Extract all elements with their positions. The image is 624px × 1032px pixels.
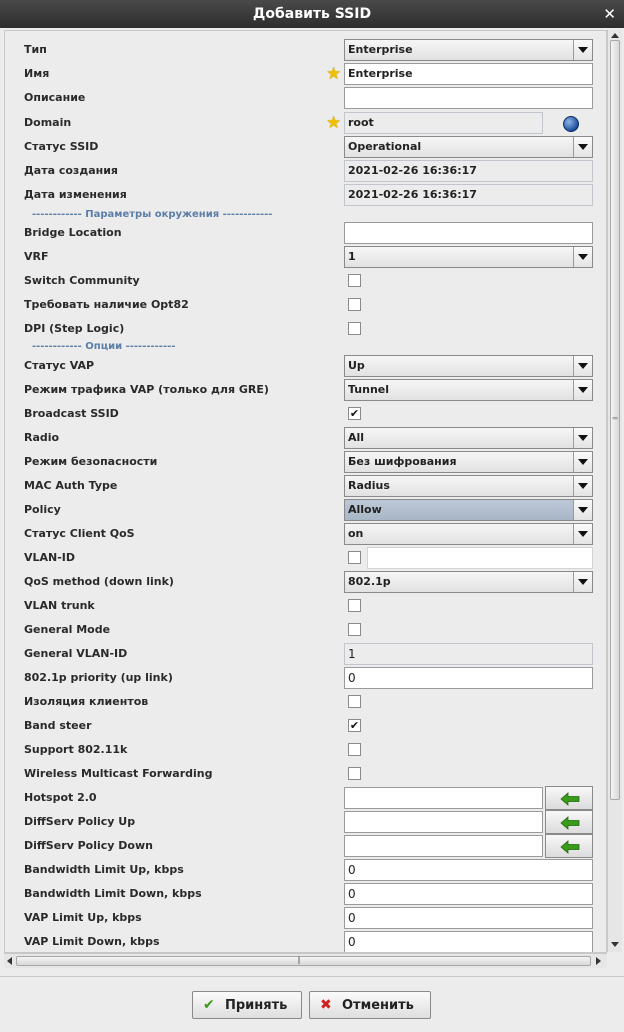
vap-traffic-mode-select[interactable]: Tunnel xyxy=(344,379,593,401)
row-name xyxy=(5,62,605,86)
priority-up-input[interactable]: 0 xyxy=(344,667,593,689)
star-icon: ★ xyxy=(326,113,342,133)
row-bw-limit-up xyxy=(5,858,605,882)
row-security-mode xyxy=(5,450,605,474)
diffserv-down-input[interactable] xyxy=(344,835,543,857)
row-mac-auth-type xyxy=(5,474,605,498)
row-qos-method xyxy=(5,570,605,594)
title-bar xyxy=(0,0,624,28)
row-wireless-multicast xyxy=(5,762,605,786)
bw-limit-down-label: Bandwidth Limit Down, kbps xyxy=(24,887,202,900)
row-type xyxy=(5,38,605,62)
general-mode-checkbox[interactable] xyxy=(348,623,361,636)
hotspot20-select-button[interactable] xyxy=(545,786,593,810)
description-input[interactable] xyxy=(344,87,593,109)
star-icon: ★ xyxy=(326,64,342,84)
dpi-checkbox[interactable] xyxy=(348,322,361,335)
chevron-down-icon xyxy=(573,476,592,496)
name-label: Имя xyxy=(24,67,50,80)
radio-select[interactable]: All xyxy=(344,427,593,449)
domain-label: Domain xyxy=(24,116,72,129)
grip-icon: ‖ xyxy=(297,955,301,964)
section-header-environment: ------------ Параметры окружения ------------ xyxy=(32,209,273,220)
policy-label: Policy xyxy=(24,503,61,516)
radio-label: Radio xyxy=(24,431,60,444)
support-80211k-checkbox[interactable] xyxy=(348,743,361,756)
vap-limit-down-input[interactable]: 0 xyxy=(344,931,593,953)
row-diffserv-up xyxy=(5,810,605,834)
row-general-vlan-id xyxy=(5,642,605,666)
accept-button[interactable]: ✔ Принять xyxy=(192,991,302,1019)
client-qos-status-select[interactable]: on xyxy=(344,523,593,545)
general-mode-label: General Mode xyxy=(24,623,111,636)
vap-status-select[interactable]: Up xyxy=(344,355,593,377)
broadcast-ssid-label: Broadcast SSID xyxy=(24,407,119,420)
client-qos-status-label: Статус Client QoS xyxy=(24,527,135,540)
created-label: Дата создания xyxy=(24,164,118,177)
band-steer-label: Band steer xyxy=(24,719,92,732)
row-priority-up xyxy=(5,666,605,690)
row-policy xyxy=(5,498,605,522)
wireless-multicast-label: Wireless Multicast Forwarding xyxy=(24,767,213,780)
row-client-qos-status xyxy=(5,522,605,546)
row-vrf xyxy=(5,245,605,269)
modified-field: 2021-02-26 16:36:17 xyxy=(344,184,593,206)
horizontal-scroll-thumb[interactable] xyxy=(16,956,591,966)
dpi-label: DPI (Step Logic) xyxy=(24,322,125,335)
cancel-button[interactable]: ✖ Отменить xyxy=(309,991,431,1019)
wireless-multicast-checkbox[interactable] xyxy=(348,767,361,780)
vap-limit-up-label: VAP Limit Up, kbps xyxy=(24,911,142,924)
row-vap-status xyxy=(5,354,605,378)
vlan-id-label: VLAN-ID xyxy=(24,551,76,564)
diffserv-down-select-button[interactable] xyxy=(545,834,593,858)
chevron-down-icon xyxy=(573,247,592,267)
hotspot20-input[interactable] xyxy=(344,787,543,809)
scroll-down-icon[interactable] xyxy=(611,942,619,947)
cross-icon: ✖ xyxy=(320,997,332,1013)
bridge-location-input[interactable] xyxy=(344,222,593,244)
client-isolation-checkbox[interactable] xyxy=(348,695,361,708)
vlan-id-checkbox[interactable] xyxy=(348,551,361,564)
row-require-opt82 xyxy=(5,293,605,317)
row-client-isolation xyxy=(5,690,605,714)
diffserv-up-input[interactable] xyxy=(344,811,543,833)
client-isolation-label: Изоляция клиентов xyxy=(24,695,149,708)
switch-community-label: Switch Community xyxy=(24,274,140,287)
close-icon[interactable]: ✕ xyxy=(603,5,616,23)
section-header-options: ------------ Опции ------------ xyxy=(32,341,176,352)
row-switch-community xyxy=(5,269,605,293)
chevron-down-icon xyxy=(573,500,592,520)
chevron-down-icon xyxy=(573,380,592,400)
row-bw-limit-down xyxy=(5,882,605,906)
row-created xyxy=(5,159,605,183)
security-mode-select[interactable]: Без шифрования xyxy=(344,451,593,473)
arrow-left-icon xyxy=(560,840,580,854)
vertical-scroll-thumb[interactable] xyxy=(610,40,620,800)
vap-limit-down-label: VAP Limit Down, kbps xyxy=(24,935,160,948)
priority-up-label: 802.1p priority (up link) xyxy=(24,671,173,684)
globe-icon[interactable] xyxy=(563,116,579,132)
band-steer-checkbox[interactable]: ✔ xyxy=(349,719,360,732)
require-opt82-label: Требовать наличие Opt82 xyxy=(24,298,189,311)
row-modified xyxy=(5,183,605,207)
bw-limit-down-input[interactable]: 0 xyxy=(344,883,593,905)
row-broadcast-ssid xyxy=(5,402,605,426)
name-input[interactable]: Enterprise xyxy=(344,63,593,85)
row-radio xyxy=(5,426,605,450)
modified-label: Дата изменения xyxy=(24,188,127,201)
hotspot20-label: Hotspot 2.0 xyxy=(24,791,97,804)
row-vap-limit-up xyxy=(5,906,605,930)
policy-select[interactable]: Allow xyxy=(344,499,593,521)
domain-input: root xyxy=(344,112,543,134)
bridge-location-label: Bridge Location xyxy=(24,226,122,239)
row-description xyxy=(5,86,605,110)
scroll-left-icon[interactable] xyxy=(7,957,12,965)
vrf-label: VRF xyxy=(24,250,49,263)
window-title: Добавить SSID xyxy=(252,6,372,22)
vrf-select[interactable]: 1 xyxy=(344,246,593,268)
type-select[interactable]: Enterprise xyxy=(344,39,593,61)
row-hotspot20 xyxy=(5,786,605,810)
chevron-down-icon xyxy=(573,137,592,157)
created-field: 2021-02-26 16:36:17 xyxy=(344,160,593,182)
security-mode-label: Режим безопасности xyxy=(24,455,158,468)
horizontal-scrollbar[interactable] xyxy=(4,953,607,968)
support-80211k-label: Support 802.11k xyxy=(24,743,128,756)
chevron-down-icon xyxy=(573,428,592,448)
vlan-trunk-checkbox[interactable] xyxy=(348,599,361,612)
vertical-scrollbar[interactable] xyxy=(607,30,622,952)
vlan-trunk-label: VLAN trunk xyxy=(24,599,95,612)
type-label: Тип xyxy=(24,43,47,56)
general-vlan-id-input: 1 xyxy=(344,643,593,665)
diffserv-down-label: DiffServ Policy Down xyxy=(24,839,153,852)
description-label: Описание xyxy=(24,91,86,104)
row-dpi xyxy=(5,317,605,341)
row-general-mode xyxy=(5,618,605,642)
scroll-right-icon[interactable] xyxy=(596,957,601,965)
chevron-down-icon xyxy=(573,356,592,376)
chevron-down-icon xyxy=(573,452,592,472)
vap-status-label: Статус VAP xyxy=(24,359,95,372)
row-vap-traffic-mode xyxy=(5,378,605,402)
chevron-down-icon xyxy=(573,572,592,592)
chevron-down-icon xyxy=(573,40,592,60)
arrow-left-icon xyxy=(560,792,580,806)
row-domain xyxy=(5,111,605,135)
ssid-form xyxy=(4,30,607,953)
chevron-down-icon xyxy=(573,524,592,544)
ssid-status-select[interactable]: Operational xyxy=(344,136,593,158)
qos-method-label: QoS method (down link) xyxy=(24,575,174,588)
bw-limit-up-input[interactable]: 0 xyxy=(344,859,593,881)
row-support-80211k xyxy=(5,738,605,762)
general-vlan-id-label: General VLAN-ID xyxy=(24,647,128,660)
row-vlan-trunk xyxy=(5,594,605,618)
row-vlan-id xyxy=(5,546,605,570)
broadcast-ssid-checkbox[interactable]: ✔ xyxy=(349,407,360,420)
dialog-footer xyxy=(0,976,624,1032)
row-bridge-location xyxy=(5,221,605,245)
qos-method-select[interactable]: 802.1p xyxy=(344,571,593,593)
vap-limit-up-input[interactable]: 0 xyxy=(344,907,593,929)
row-vap-limit-down xyxy=(5,930,605,953)
row-band-steer xyxy=(5,714,605,738)
require-opt82-checkbox[interactable] xyxy=(348,298,361,311)
row-ssid-status xyxy=(5,135,605,159)
mac-auth-type-select[interactable]: Radius xyxy=(344,475,593,497)
row-diffserv-down xyxy=(5,834,605,858)
switch-community-checkbox[interactable] xyxy=(348,274,361,287)
vlan-id-input[interactable] xyxy=(367,547,593,569)
bw-limit-up-label: Bandwidth Limit Up, kbps xyxy=(24,863,184,876)
scroll-up-icon[interactable] xyxy=(611,33,619,38)
vap-traffic-mode-label: Режим трафика VAP (только для GRE) xyxy=(24,383,269,396)
grip-icon: ═ xyxy=(612,414,618,423)
checkmark-icon: ✔ xyxy=(203,997,215,1013)
diffserv-up-select-button[interactable] xyxy=(545,810,593,834)
arrow-left-icon xyxy=(560,816,580,830)
ssid-status-label: Статус SSID xyxy=(24,140,99,153)
mac-auth-type-label: MAC Auth Type xyxy=(24,479,118,492)
diffserv-up-label: DiffServ Policy Up xyxy=(24,815,136,828)
